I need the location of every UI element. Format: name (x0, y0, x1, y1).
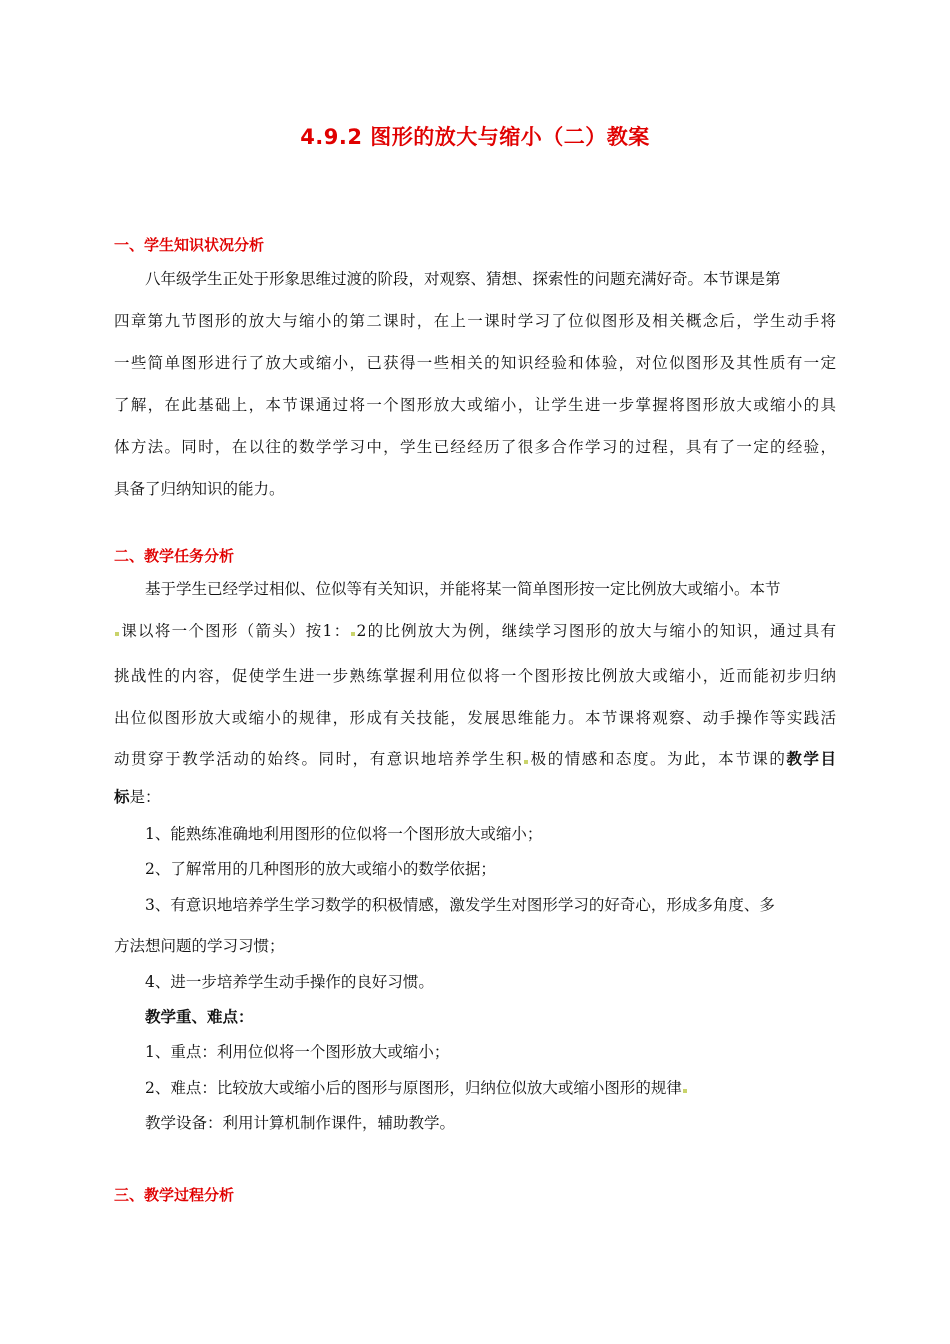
paragraph-line: 八年级学生正处于形象思维过渡的阶段，对观察、猜想、探索性的问题充满好奇。本节课是第 (145, 270, 781, 288)
paragraph-line: 四章第九节图形的放大与缩小的第二课时，在上一课时学习了位似图形及相关概念后，学生动手将 (114, 312, 836, 330)
edit-mark (683, 1089, 687, 1093)
section-heading-2: 二、教学任务分析 (114, 547, 235, 565)
paragraph-text: 是： (129, 788, 161, 806)
paragraph-line: 出位似图形放大或缩小的规律，形成有关技能，发展思维能力。本节课将观察、动手操作等实践活 (114, 709, 836, 727)
edit-mark (115, 632, 119, 636)
paragraph-line: 基于学生已经学过相似、位似等有关知识，并能将某一简单图形按一定比例放大或缩小。本节 (145, 580, 781, 598)
paragraph-line: 一些简单图形进行了放大或缩小，已获得一些相关的知识经验和体验，对位似图形及其性质有一定 (114, 354, 836, 372)
paragraph-text: 2的比例放大为例，继续学习图形的放大与缩小的知识，通过具有 (356, 622, 836, 640)
goal-item: 4、进一步培养学生动手操作的良好习惯。 (145, 973, 434, 991)
paragraph-line: 了解，在此基础上，本节课通过将一个图形放大或缩小，让学生进一步掌握将图形放大或缩小的具 (114, 396, 836, 414)
paragraph-text: 动贯穿于教学活动的始终。同时，有意识地培养学生积 (114, 750, 524, 768)
goal-item: 2、了解常用的几种图形的放大或缩小的数学依据； (145, 860, 496, 878)
key-points-heading: 教学重、难点： (145, 1008, 254, 1026)
section-heading-1: 一、学生知识状况分析 (114, 236, 265, 254)
paragraph-line: 体方法。同时，在以往的数学学习中，学生已经经历了很多合作学习的过程，具有了一定的经验， (114, 438, 836, 456)
key-point: 1、重点：利用位似将一个图形放大或缩小； (145, 1043, 450, 1061)
paragraph-line: 具备了归纳知识的能力。 (114, 480, 285, 498)
difficult-point (145, 1078, 688, 1098)
paragraph-text: 课以将一个图形（箭头）按1： (120, 622, 351, 640)
paragraph-line (114, 787, 161, 807)
bold-term: 标 (114, 788, 130, 806)
edit-mark (524, 760, 528, 764)
equipment-line: 教学设备：利用计算机制作课件，辅助教学。 (145, 1114, 456, 1132)
goal-item: 1、能熟练准确地利用图形的位似将一个图形放大或缩小； (145, 825, 543, 843)
goal-item-continued: 方法想问题的学习习惯； (114, 937, 285, 955)
goal-item: 3、有意识地培养学生学习数学的积极情感，激发学生对图形学习的好奇心，形成多角度、多 (145, 896, 775, 914)
paragraph-line (114, 621, 836, 641)
paragraph-line: 挑战性的内容，促使学生进一步熟练掌握利用位似将一个图形按比例放大或缩小，近而能初步归纳 (114, 667, 836, 685)
bold-term: 教学目 (786, 750, 836, 768)
paragraph-text: 极的情感和态度。为此，本节课的 (529, 750, 787, 768)
edit-mark (351, 632, 355, 636)
section-heading-3: 三、教学过程分析 (114, 1186, 235, 1204)
paragraph-line (114, 749, 836, 769)
document-title: 4.9.2 图形的放大与缩小（二）教案 (300, 125, 650, 149)
paragraph-text: 2、难点：比较放大或缩小后的图形与原图形，归纳位似放大或缩小图形的规律 (145, 1079, 682, 1097)
